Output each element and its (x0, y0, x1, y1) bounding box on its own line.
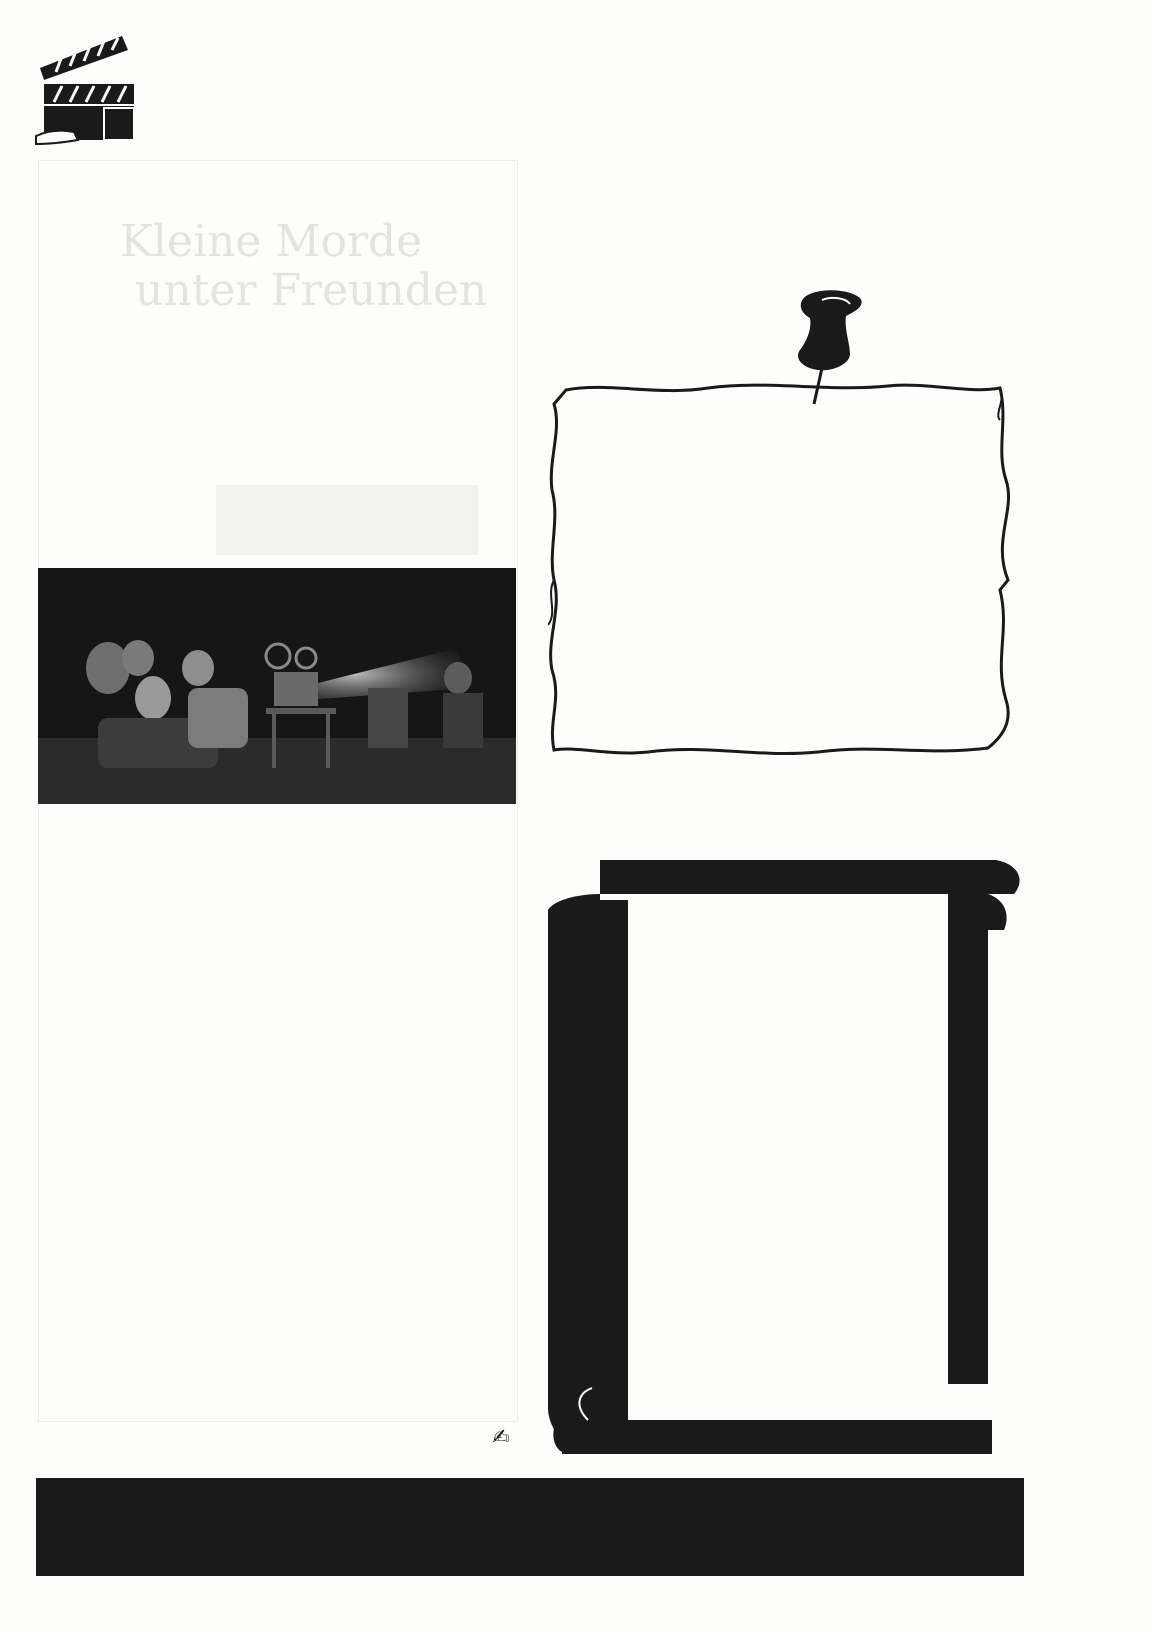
clapperboard-icon (34, 28, 140, 148)
projector-night-photo (38, 568, 516, 804)
show-through-text: Kleine Morde (120, 216, 423, 267)
filmstrip-frame (548, 860, 1028, 1460)
pushpin-icon (788, 288, 868, 408)
steckbrief-parchment (548, 380, 1018, 758)
article-photo (38, 568, 516, 804)
author-signature (320, 1425, 516, 1449)
pen-icon: ✍ (492, 1425, 510, 1449)
show-through-text: unter Freunden (135, 265, 488, 316)
filmstrip-perforation (46, 1550, 1014, 1566)
show-through-box (216, 485, 478, 555)
footer-banner (36, 1478, 1024, 1576)
filmstrip-perforation (46, 1488, 1014, 1504)
